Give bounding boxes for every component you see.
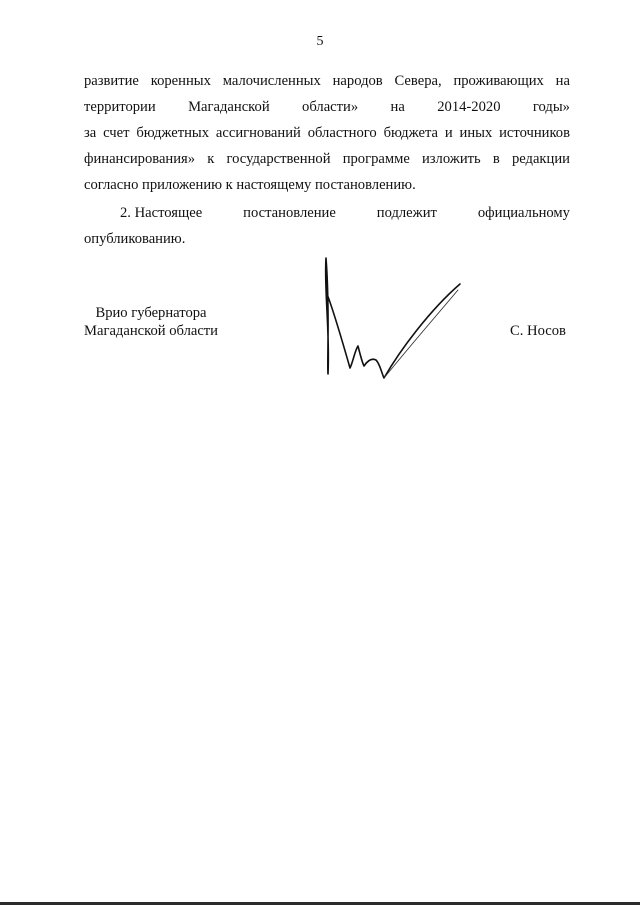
signer-position <box>84 304 218 340</box>
word: бюджетных <box>136 125 210 141</box>
word: проживающих <box>453 73 544 89</box>
word: территории <box>84 99 156 115</box>
word: за <box>84 125 97 141</box>
text-line <box>84 226 570 252</box>
word: государственной <box>226 151 331 167</box>
text-line-content: согласно приложению к настоящему постановлению. <box>84 177 416 193</box>
word: малочисленных <box>222 73 321 89</box>
word: на <box>390 99 405 115</box>
text-line <box>84 200 570 226</box>
word: Магаданской <box>188 99 270 115</box>
word: иных <box>459 125 493 141</box>
word: подлежит <box>376 205 437 221</box>
text-line <box>84 120 570 146</box>
paragraph-2 <box>84 200 570 252</box>
word: и <box>444 125 453 141</box>
word: области» <box>302 99 359 115</box>
word: областного <box>307 125 377 141</box>
text-line <box>84 68 570 94</box>
signer-name: С. Носов <box>510 323 566 339</box>
word: 2. Настоящее <box>120 205 203 221</box>
signer-position-line-1: Врио губернатора <box>95 305 207 321</box>
signer-position-line-2: Магаданской области <box>84 323 218 339</box>
paragraph-1 <box>84 68 570 198</box>
handwritten-signature <box>300 250 470 385</box>
text-line <box>84 94 570 120</box>
word: к <box>207 151 215 167</box>
word: изложить <box>421 151 481 167</box>
word: постановление <box>243 205 336 221</box>
word: развитие <box>84 73 139 89</box>
word: бюджета <box>383 125 438 141</box>
word: 2014-2020 <box>437 99 501 115</box>
word: официальному <box>477 205 570 221</box>
word: на <box>555 73 570 89</box>
word: коренных <box>150 73 211 89</box>
text-line <box>84 146 570 172</box>
page-number: 5 <box>316 34 324 49</box>
word: Севера, <box>394 73 442 89</box>
text-line <box>84 172 570 198</box>
word: счет <box>103 125 130 141</box>
word: народов <box>332 73 383 89</box>
word: источников <box>499 125 570 141</box>
word: редакции <box>511 151 570 167</box>
word: ассигнований <box>215 125 301 141</box>
word: финансирования» <box>84 151 196 167</box>
signature-block <box>0 300 640 390</box>
word: годы» <box>532 99 570 115</box>
word: программе <box>342 151 410 167</box>
word: в <box>492 151 500 167</box>
text-line-content: опубликованию. <box>84 231 186 247</box>
